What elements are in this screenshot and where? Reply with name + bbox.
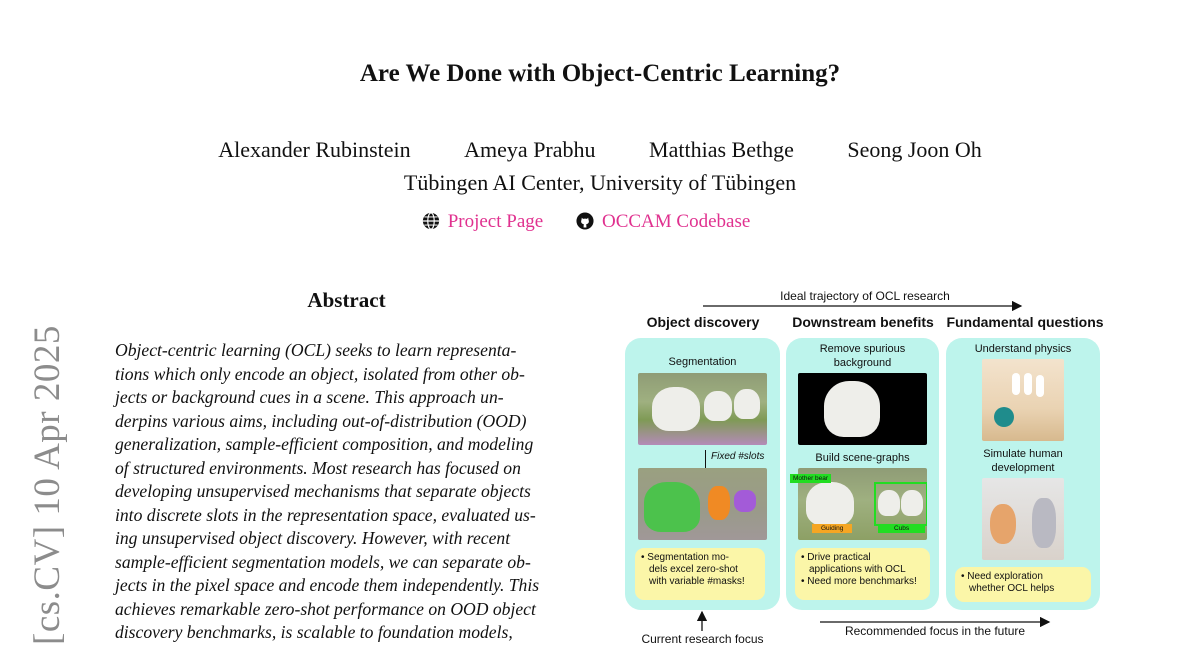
bear-shape (824, 381, 880, 437)
note-line: whether OCL helps (969, 583, 1055, 594)
abstract-line: jects in the pixel space and encode them independently. This (115, 575, 540, 595)
development-image (982, 478, 1064, 560)
bowling-pin (1024, 373, 1032, 395)
note-line: • Drive practical (801, 552, 871, 563)
segmented-photo (638, 468, 767, 540)
affiliation: Tübingen AI Center, University of Tübingen (403, 170, 797, 195)
bear-shape (652, 387, 700, 431)
mother-bear-tag: Mother bear (790, 474, 831, 483)
guiding-tag: Guiding (812, 524, 852, 533)
segment-mask (708, 486, 730, 520)
bear-shape (704, 391, 732, 421)
robot-figure (1032, 498, 1056, 548)
bear-shape (901, 490, 923, 516)
background-removed-photo (798, 373, 927, 445)
panel-label: background (833, 357, 892, 369)
child-figure (990, 504, 1016, 544)
physics-image (982, 359, 1064, 441)
abstract-line: jects or background cues in a scene. This approach un- (115, 387, 504, 407)
downstream-note (795, 548, 930, 600)
panel-label: Understand physics (974, 343, 1072, 355)
bowling-pin (1036, 375, 1044, 397)
author-name: Ameya Prabhu (464, 137, 596, 162)
overview-figure (615, 280, 1115, 648)
cubs-tag: Cubs (878, 524, 925, 533)
abstract-line: into discrete slots in the representation space, evaluated us- (115, 504, 536, 525)
author-name: Matthias Bethge (649, 137, 794, 162)
note-line: • Need more benchmarks! (801, 576, 917, 587)
current-focus-label: Current research focus (641, 632, 764, 646)
bear-shape (734, 389, 760, 419)
note-line: with variable #masks! (649, 576, 745, 587)
author-name: Alexander Rubinstein (218, 137, 411, 162)
abstract-line: of structured environments. Most research has focused on (115, 457, 521, 478)
paper-title: Are We Done with Object-Centric Learning? (359, 60, 841, 87)
column-heading: Object discovery (646, 314, 760, 330)
codebase-label[interactable]: OCCAM Codebase (601, 211, 751, 232)
note-line: • Need exploration (961, 571, 1043, 582)
object-discovery-panel (625, 338, 780, 610)
abstract-line: sample-efficient segmentation models, we can separate ob- (115, 551, 531, 572)
abstract-line: discovery benchmarks, is scalable to foundation models, (115, 622, 513, 642)
abstract-line: Object-centric learning (OCL) seeks to learn representa- (115, 340, 517, 360)
project-page-label[interactable]: Project Page (447, 211, 544, 232)
downstream-panel (786, 338, 939, 610)
top-arrow-label: Ideal trajectory of OCL research (780, 289, 950, 303)
abstract-line: achieves remarkable zero-shot performance on OOD object (115, 598, 536, 619)
globe-icon (422, 212, 440, 230)
segment-mask (644, 482, 700, 532)
abstract-line: tions which only encode an object, isolated from other ob- (115, 363, 525, 384)
codebase-link[interactable] (576, 211, 778, 232)
bear-photo (638, 373, 767, 445)
fundamental-note (955, 567, 1091, 602)
bowling-pin (1012, 373, 1020, 395)
bear-shape (806, 482, 854, 526)
fundamental-panel (946, 338, 1100, 610)
bear-shape (878, 490, 900, 516)
cubs-box (874, 482, 927, 526)
bowling-ball (994, 407, 1014, 427)
project-page-link[interactable] (422, 211, 576, 232)
abstract-line: ing unsupervised object discovery. However, with recent (115, 528, 511, 548)
future-focus-label: Recommended focus in the future (844, 624, 1026, 638)
abstract-line: generalization, sample-efficient composition, and modeling (115, 434, 534, 454)
github-icon (576, 212, 594, 230)
link-row (0, 211, 1200, 233)
note-line: applications with OCL (809, 564, 906, 575)
panel-label: Build scene-graphs (815, 452, 910, 464)
panel-label: Simulate human (983, 448, 1063, 460)
segment-mask (734, 490, 756, 512)
note-line: • Segmentation mo- (641, 552, 729, 563)
panel-label: development (991, 462, 1055, 474)
abstract-line: derpins various aims, including out-of-distribution (OOD) (115, 410, 527, 431)
column-heading: Downstream benefits (792, 314, 934, 330)
column-heading: Fundamental questions (946, 314, 1104, 330)
discovery-note (635, 548, 765, 600)
slots-arrow-label: Fixed #slots (711, 451, 765, 462)
abstract-line: developing unsupervised mechanisms that separate objects (115, 481, 531, 501)
author-name: Seong Joon Oh (847, 137, 982, 162)
panel-label: Remove spurious (819, 343, 906, 355)
note-line: dels excel zero-shot (649, 564, 738, 575)
abstract-heading: Abstract (307, 288, 386, 312)
arxiv-stamp: [cs.CV] 10 Apr 2025 (27, 325, 68, 645)
segmentation-label: Segmentation (668, 356, 737, 368)
author-list (0, 137, 1200, 163)
slots-arrow (705, 450, 706, 468)
